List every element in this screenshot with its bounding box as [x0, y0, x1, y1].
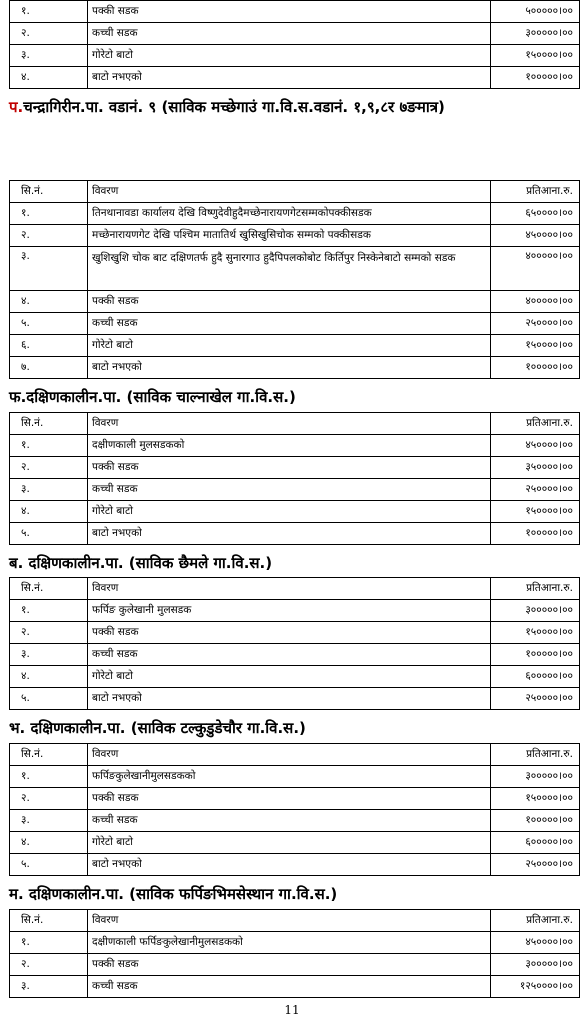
table-row [10, 932, 580, 954]
header-description: विवरण [88, 910, 491, 932]
description-cell: पक्की सडक [88, 954, 491, 976]
rate-cell: १०००००।०० [491, 67, 580, 89]
rate-cell: १५००००।०० [491, 788, 580, 810]
serial-number: ४. [10, 67, 88, 89]
description-cell: कच्ची सडक [88, 479, 491, 501]
header-description: विवरण [88, 181, 491, 203]
rate-cell: ३०००००।०० [491, 766, 580, 788]
rate-table-pharping-bhimsensthan [9, 909, 580, 998]
serial-number: ५. [10, 854, 88, 876]
description-cell: फर्पिङकुलेखानीमुलसडकको [88, 766, 491, 788]
rate-cell: ४०००००।०० [491, 247, 580, 291]
serial-number: २. [10, 788, 88, 810]
table-row [10, 357, 580, 379]
section-heading-pharping-bhimsensthan: म. दक्षिणकालीन.पा. (साविक फर्पिङभिमसेस्थान गा.वि.स.) [9, 885, 338, 903]
header-rate: प्रतिआना.रु. [491, 181, 580, 203]
rate-table-talkududechaur [9, 743, 580, 876]
rate-cell: २५००००।०० [491, 313, 580, 335]
rate-cell: १०००००।०० [491, 357, 580, 379]
rate-cell: २५००००।०० [491, 688, 580, 710]
table-row [10, 23, 580, 45]
rate-cell: ३०००००।०० [491, 23, 580, 45]
serial-number: ४. [10, 501, 88, 523]
serial-number: ५. [10, 688, 88, 710]
serial-number: १. [10, 600, 88, 622]
table-header-row [10, 910, 580, 932]
rate-cell: १०००००।०० [491, 810, 580, 832]
header-description: विवरण [88, 578, 491, 600]
description-cell: बाटो नभएको [88, 67, 491, 89]
description-cell: बाटो नभएको [88, 357, 491, 379]
rate-cell: १५००००।०० [491, 622, 580, 644]
serial-number: ३. [10, 45, 88, 67]
serial-number: ३. [10, 644, 88, 666]
serial-number: १. [10, 435, 88, 457]
serial-number: १. [10, 1, 88, 23]
table-row [10, 854, 580, 876]
rate-cell: २५००००।०० [491, 479, 580, 501]
description-cell: गोरेटो बाटो [88, 501, 491, 523]
serial-number: ५. [10, 523, 88, 545]
serial-number: २. [10, 954, 88, 976]
rate-cell: ६५००००।०० [491, 203, 580, 225]
description-cell: पक्की सडक [88, 457, 491, 479]
rate-cell: ३०००००।०० [491, 954, 580, 976]
serial-number: १. [10, 203, 88, 225]
description-cell: गोरेटो बाटो [88, 832, 491, 854]
rate-table-chhaimale [9, 577, 580, 710]
description-cell: गोरेटो बाटो [88, 666, 491, 688]
table-header-row [10, 744, 580, 766]
description-cell: कच्ची सडक [88, 810, 491, 832]
rate-cell: १२५००००।०० [491, 976, 580, 998]
table-row [10, 225, 580, 247]
description-cell: बाटो नभएको [88, 854, 491, 876]
description-cell: पक्की सडक [88, 1, 491, 23]
serial-number: १. [10, 766, 88, 788]
table-row [10, 976, 580, 998]
rate-cell: ५०००००।०० [491, 1, 580, 23]
description-cell: कच्ची सडक [88, 644, 491, 666]
description-cell: कच्ची सडक [88, 23, 491, 45]
rate-cell: १५००००।०० [491, 335, 580, 357]
rate-cell: ३०००००।०० [491, 600, 580, 622]
header-rate: प्रतिआना.रु. [491, 413, 580, 435]
rate-cell: ४५००००।०० [491, 932, 580, 954]
rate-cell: १०००००।०० [491, 523, 580, 545]
rate-table-chandragiri [9, 180, 580, 379]
description-cell: बाटो नभएको [88, 688, 491, 710]
rate-cell: ४०००००।०० [491, 291, 580, 313]
description-cell: कच्ची सडक [88, 976, 491, 998]
description-cell: गोरेटो बाटो [88, 45, 491, 67]
description-cell: कच्ची सडक [88, 313, 491, 335]
table-row [10, 666, 580, 688]
description-cell: पक्की सडक [88, 291, 491, 313]
description-cell: खुशिखुशि चोक बाट दक्षिणतर्फ हुदै सुनारगाउ हुदैपिपलकोबोट किर्तिपुर निस्केनेबाटो सम्मको सडक [88, 247, 491, 291]
section-heading-lead: प. [9, 98, 24, 116]
table-row [10, 45, 580, 67]
table-row [10, 766, 580, 788]
description-cell: फर्पिङ कुलेखानी मुलसडक [88, 600, 491, 622]
table-row [10, 479, 580, 501]
serial-number: ३. [10, 810, 88, 832]
description-cell: पक्की सडक [88, 622, 491, 644]
table-row [10, 832, 580, 854]
header-serial-number: सि.नं. [10, 910, 88, 932]
table-row [10, 435, 580, 457]
rate-cell: ३५००००।०० [491, 457, 580, 479]
serial-number: ४. [10, 666, 88, 688]
table-row [10, 203, 580, 225]
table-row [10, 644, 580, 666]
rate-cell: २५००००।०० [491, 854, 580, 876]
description-cell: बाटो नभएको [88, 523, 491, 545]
header-serial-number: सि.नं. [10, 744, 88, 766]
page-number: 11 [284, 1003, 300, 1017]
header-description: विवरण [88, 744, 491, 766]
table-header-row [10, 578, 580, 600]
serial-number: १. [10, 932, 88, 954]
header-serial-number: सि.नं. [10, 181, 88, 203]
rate-table-continued [9, 0, 580, 89]
section-heading-chalnakhel: फ.दक्षिणकालीन.पा. (साविक चाल्नाखेल गा.वि.स.) [9, 388, 296, 406]
section-heading-text: चन्द्रागिरीन.पा. वडानं. ९ (साविक मच्छेगाउं गा.वि.स.वडानं. १,९,८र ७ङमात्र) [23, 98, 445, 116]
table-row [10, 335, 580, 357]
table-header-row [10, 413, 580, 435]
serial-number: २. [10, 457, 88, 479]
serial-number: ४. [10, 291, 88, 313]
rate-cell: ४५००००।०० [491, 225, 580, 247]
table-row [10, 291, 580, 313]
serial-number: ३. [10, 976, 88, 998]
serial-number: ६. [10, 335, 88, 357]
table-row [10, 247, 580, 291]
serial-number: ३. [10, 247, 88, 291]
table-row [10, 688, 580, 710]
rate-cell: १५००००।०० [491, 501, 580, 523]
table-row [10, 313, 580, 335]
table-row [10, 954, 580, 976]
table-row [10, 501, 580, 523]
header-rate: प्रतिआना.रु. [491, 744, 580, 766]
table-row [10, 1, 580, 23]
serial-number: ३. [10, 479, 88, 501]
table-row [10, 523, 580, 545]
description-cell: तिनथानावडा कार्यालय देखि विष्णुदेवीहुदैमच्छेनारायणगेटसम्मकोपक्कीसडक [88, 203, 491, 225]
table-row [10, 788, 580, 810]
serial-number: २. [10, 622, 88, 644]
serial-number: २. [10, 23, 88, 45]
description-cell: मच्छेनारायणगेट देखि पश्चिम मातातिर्थ खुसिखुसिचोक सम्मको पक्कीसडक [88, 225, 491, 247]
serial-number: ५. [10, 313, 88, 335]
serial-number: २. [10, 225, 88, 247]
table-row [10, 810, 580, 832]
header-serial-number: सि.नं. [10, 578, 88, 600]
header-serial-number: सि.नं. [10, 413, 88, 435]
description-cell: पक्की सडक [88, 788, 491, 810]
table-row [10, 600, 580, 622]
table-row [10, 457, 580, 479]
rate-cell: ६०००००।०० [491, 666, 580, 688]
table-header-row [10, 181, 580, 203]
rate-cell: १०००००।०० [491, 644, 580, 666]
section-heading-chandragiri [9, 92, 579, 122]
table-row [10, 67, 580, 89]
header-rate: प्रतिआना.रु. [491, 910, 580, 932]
rate-cell: ६०००००।०० [491, 832, 580, 854]
serial-number: ४. [10, 832, 88, 854]
header-rate: प्रतिआना.रु. [491, 578, 580, 600]
description-cell: दक्षीणकाली फर्पिङकुलेखानीमुलसडकको [88, 932, 491, 954]
description-cell: गोरेटो बाटो [88, 335, 491, 357]
table-row [10, 622, 580, 644]
section-heading-talkududechaur: भ. दक्षिणकालीन.पा. (साविक टल्कुडुडेचौर गा.वि.स.) [9, 719, 306, 737]
section-heading-chhaimale: ब. दक्षिणकालीन.पा. (साविक छैमले गा.वि.स.) [9, 554, 273, 572]
rate-cell: ४५००००।०० [491, 435, 580, 457]
description-cell: दक्षीणकाली मुलसडकको [88, 435, 491, 457]
rate-cell: १५००००।०० [491, 45, 580, 67]
header-description: विवरण [88, 413, 491, 435]
rate-table-chalnakhel [9, 412, 580, 545]
serial-number: ७. [10, 357, 88, 379]
